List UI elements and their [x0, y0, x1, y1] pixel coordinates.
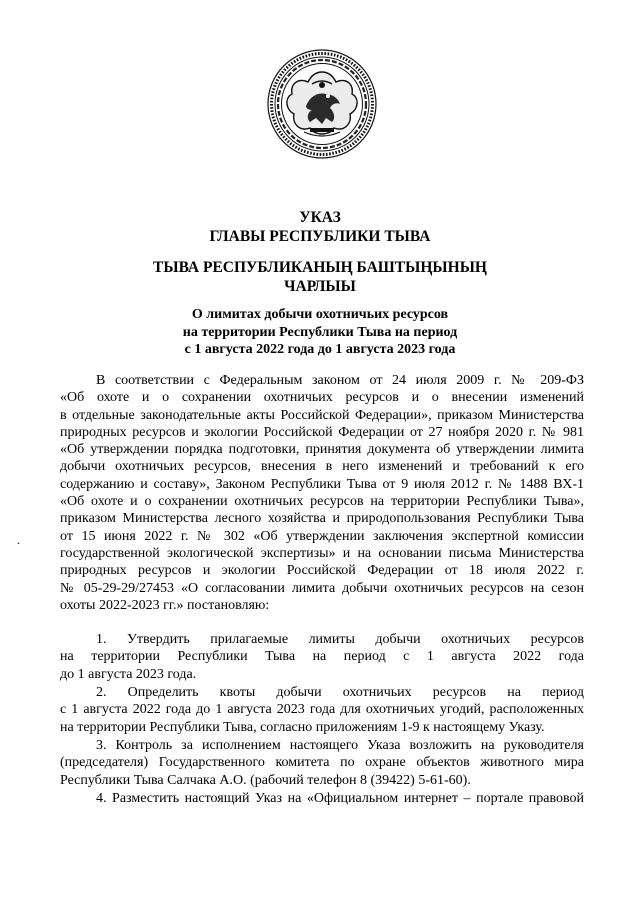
preamble-line: содержанию и составу», Законом Республики Тыва от 9 июля 2012 г. № 1488 ВХ-1	[60, 476, 584, 492]
decree-item-2	[60, 684, 584, 736]
decree-item-1	[60, 631, 584, 683]
preamble-line: природных ресурсов и экологии Российской Федерации от 18 июля 2022 г.	[60, 563, 584, 579]
item-line: до 1 августа 2023 года.	[60, 666, 197, 682]
item-line: на территории Республики Тыва на период с 1 августа 2022 года	[60, 649, 584, 665]
item-line: Республики Тыва Салчака А.О. (рабочий телефон 8 (39422) 5-61-60).	[60, 772, 471, 788]
preamble-line: «Об охоте и о сохранении охотничьих ресурсов на территории Республики Тыва»,	[60, 494, 584, 510]
item-line: 4. Разместить настоящий Указ на «Официальном интернет – портале правовой	[96, 791, 584, 806]
decree-title-line: УКАЗ	[299, 209, 341, 226]
item-line: 3. Контроль за исполнением настоящего Указа возложить на руководителя	[96, 738, 584, 753]
preamble-line: государственной экологической экспертизы» и на основании письма Министерства	[60, 545, 584, 561]
item-line: 1. Утвердить прилагаемые лимиты добычи охотничьих ресурсов	[96, 632, 584, 647]
decree-subject	[0, 306, 640, 359]
decree-title-line: ТЫВА РЕСПУБЛИКАНЫҢ БАШТЫҢЫНЫҢ	[153, 259, 487, 276]
subject-line: с 1 августа 2022 года до 1 августа 2023 года	[184, 342, 456, 357]
decree-title-tuvan	[0, 258, 640, 296]
coat-of-arms-emblem	[266, 48, 378, 160]
item-line: 2. Определить квоты добычи охотничьих ресурсов на период	[96, 685, 584, 700]
preamble-line: «Об охоте и о сохранении охотничьих ресурсов и о внесении изменений	[60, 390, 584, 406]
preamble-line: В соответствии с Федеральным законом от 24 июля 2009 г. № 209-ФЗ	[96, 373, 584, 388]
preamble-line: в отдельные законодательные акты Российской Федерации», приказом Министерства	[60, 407, 584, 423]
preamble-line: «Об утверждении порядка подготовки, принятия документа об утверждении лимита	[60, 442, 584, 458]
subject-line: на территории Республики Тыва на период	[182, 324, 458, 340]
subject-line: О лимитах добычи охотничьих ресурсов	[191, 307, 449, 322]
preamble-line: № 05-29-29/27453 «О согласовании лимита добычи охотничьих ресурсов на сезон	[60, 580, 584, 596]
decree-title-line: ГЛАВЫ РЕСПУБЛИКИ ТЫВА	[209, 228, 431, 245]
margin-mark: .	[17, 533, 20, 547]
preamble-line: приказом Министерства лесного хозяйства и природопользования Республики Тыва	[60, 511, 584, 527]
item-line: с 1 августа 2022 года до 1 августа 2023 года для охотничьих угодий, расположенных	[60, 702, 584, 718]
preamble-line: природных ресурсов и экологии Российской Федерации от 27 ноября 2020 г. № 981	[60, 424, 584, 440]
preamble-line: охоты 2022-2023 гг.» постановляю:	[60, 597, 270, 613]
preamble-line: добычи охотничьих ресурсов, внесения в него изменений и требований к его	[60, 459, 584, 475]
item-line: на территории Республики Тыва, согласно приложениям 1-9 к настоящему Указу.	[60, 719, 545, 735]
preamble-line: от 15 июня 2022 г. № 302 «Об утверждении заключения экспертной комиссии	[60, 528, 584, 544]
preamble-paragraph	[60, 372, 584, 614]
decree-item-3	[60, 737, 584, 789]
item-line: (председателя) Государственного комитета по охране объектов животного мира	[60, 755, 584, 771]
decree-title-russian	[0, 208, 640, 246]
decree-title-line: ЧАРЛЫЫ	[284, 278, 356, 295]
decree-item-4	[60, 790, 584, 807]
